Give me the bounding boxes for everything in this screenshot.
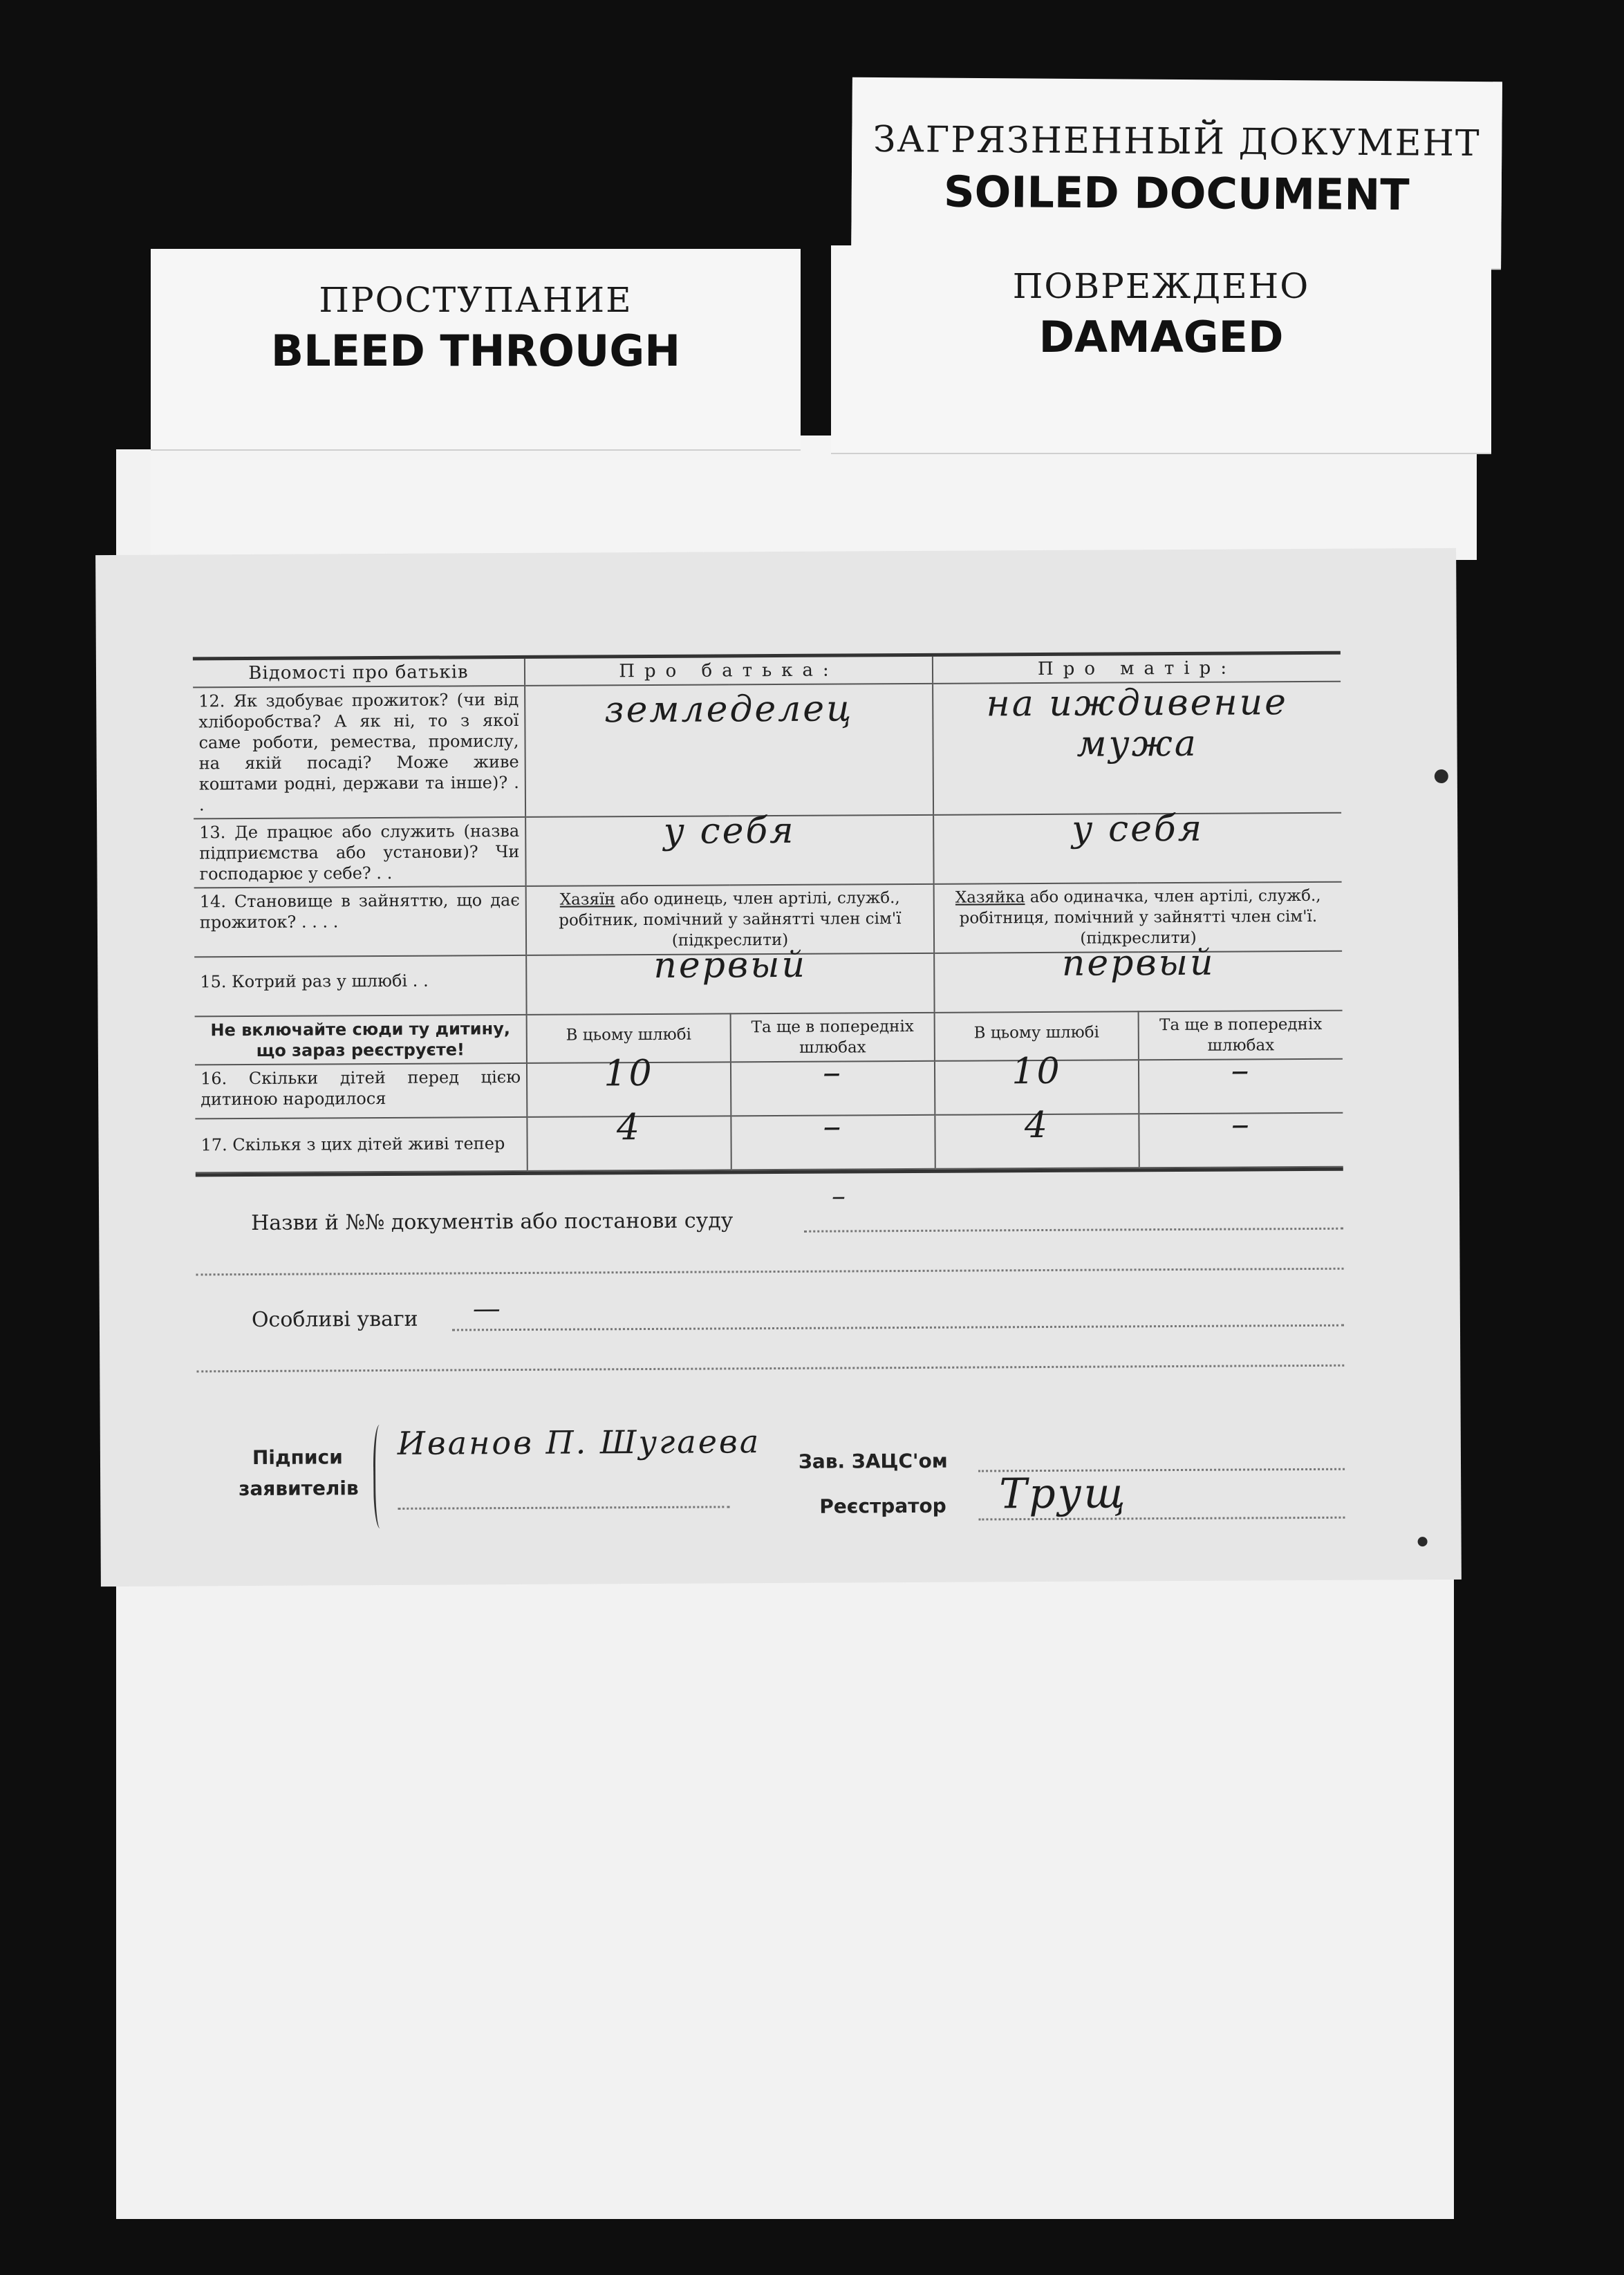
- documents-dotted-line: [804, 1228, 1343, 1233]
- soiled-document-flag: [851, 77, 1502, 269]
- punch-hole: [1435, 769, 1448, 783]
- q15-father-answer: первый: [653, 944, 808, 986]
- q13-mother-answer: у себя: [1072, 807, 1204, 850]
- q17-father-this: 4: [616, 1107, 642, 1149]
- bleed-through-flag: [151, 249, 801, 449]
- soiled-flag-russian: ЗАГРЯЗНЕННЫЙ ДОКУМЕНТ: [872, 118, 1481, 165]
- documents-row: [196, 1180, 1343, 1253]
- punch-hole: [1418, 1537, 1428, 1546]
- q13-text: 13. Де працює або служить (назва підприємства або установи)? Чи господарює у себе? . .: [194, 817, 526, 888]
- applicant-signature: Иванов П. Шугаева: [397, 1423, 761, 1462]
- q12-mother-answer: на иждивение мужа: [986, 682, 1289, 765]
- father-this-marriage-header: В цьому шлюбі: [527, 1013, 731, 1063]
- section-header: Відомості про батьків: [193, 659, 525, 688]
- mother-header: Про матір:: [933, 655, 1341, 684]
- damaged-flag-russian: ПОВРЕЖДЕНО: [1012, 266, 1310, 306]
- children-note: Не включайте сюди ту дитину, що зараз реєструєте!: [195, 1015, 527, 1065]
- registrar-label: Реєстратор: [819, 1494, 946, 1518]
- q16-father-prev: –: [822, 1051, 843, 1094]
- damaged-flag: [831, 245, 1491, 453]
- soiled-flag-english: SOILED DOCUMENT: [943, 166, 1410, 221]
- table-row: [194, 951, 1342, 1017]
- q16-father-this: 10: [604, 1052, 654, 1095]
- dotted-line: [196, 1365, 1344, 1373]
- signatures-label: Підписи: [252, 1445, 343, 1469]
- father-header: Про батька:: [525, 657, 933, 686]
- q14-father-underlined: Хазяїн: [559, 890, 615, 909]
- q16-mother-this: 10: [1011, 1050, 1062, 1093]
- q15-text: 15. Котрий раз у шлюбі . .: [194, 955, 526, 1017]
- table-row: [193, 682, 1341, 819]
- q16-mother-prev: –: [1231, 1049, 1251, 1092]
- applicant-dotted-line: [398, 1506, 729, 1510]
- q17-text: 17. Скількя з цих дітей живі тепер: [195, 1117, 527, 1173]
- bleed-flag-english: BLEED THROUGH: [270, 326, 681, 376]
- document-lines: [196, 1180, 1344, 1398]
- q15-mother-answer: первый: [1061, 942, 1215, 984]
- table-row: [194, 813, 1342, 888]
- q12-father-answer: земледелец: [604, 688, 854, 731]
- q17-mother-prev: –: [1231, 1103, 1252, 1145]
- registrar-signature: Трущ: [999, 1469, 1128, 1519]
- q17-father-prev: –: [823, 1105, 843, 1148]
- signatures-label-2: заявителів: [239, 1477, 359, 1501]
- backing-strip: [151, 436, 1477, 560]
- mother-previous-marriages-header: Та ще в попередніх шлюбах: [1139, 1011, 1343, 1060]
- q17-mother-this: 4: [1024, 1104, 1050, 1147]
- notes-row: [196, 1295, 1344, 1350]
- head-of-registry-label: Зав. ЗАЦС'ом: [798, 1449, 948, 1473]
- q14-mother-note: (підкреслити): [1080, 928, 1197, 948]
- q14-father-options: або одинець, член артілі, служб., робітник, помічний у зайнятті член сім'ї: [559, 889, 902, 930]
- q13-father-answer: у себя: [663, 809, 796, 852]
- documents-value: –: [831, 1180, 848, 1213]
- q12-text: 12. Як здобуває прожиток? (чи від хліборобства? А як ні, то з якої саме роботи, ремества, промислу, на якій посаді? Може живе коштами родні, держави та інше)? . .: [193, 686, 525, 819]
- q16-text: 16. Скільки дітей перед цією дитиною народилося: [195, 1063, 527, 1119]
- registration-form-card: [95, 548, 1462, 1586]
- table-row: [195, 1059, 1343, 1119]
- bleed-flag-russian: ПРОСТУПАНИЕ: [319, 280, 633, 320]
- notes-dotted-line: [452, 1324, 1344, 1331]
- q14-mother-underlined: Хазяйка: [955, 888, 1025, 907]
- table-row: [195, 1113, 1343, 1173]
- q14-text: 14. Становище в зайняттю, що дає прожиток? . . . .: [194, 886, 527, 957]
- documents-continuation-row: [196, 1247, 1343, 1302]
- q14-mother-options: або одиначка, член артілі, служб., робітниця, помічний у зайнятті член сім'ї.: [959, 886, 1321, 928]
- parents-info-table: [193, 655, 1343, 1174]
- notes-value: —: [472, 1293, 503, 1325]
- brace: [373, 1425, 390, 1528]
- children-header-row: [195, 1011, 1343, 1065]
- q14-father-note: (підкреслити): [671, 930, 789, 950]
- notes-label: Особливі уваги: [251, 1307, 418, 1332]
- father-previous-marriages-header: Та ще в попередніх шлюбах: [731, 1013, 935, 1062]
- notes-continuation-row: [196, 1344, 1344, 1398]
- mother-this-marriage-header: В цьому шлюбі: [935, 1011, 1139, 1061]
- damaged-flag-english: DAMAGED: [1038, 312, 1284, 362]
- dotted-line: [196, 1268, 1344, 1276]
- documents-label: Назви й №№ документів або постанови суду: [251, 1208, 734, 1235]
- signatures-block: [197, 1413, 1345, 1599]
- parents-info-form: [193, 651, 1345, 1599]
